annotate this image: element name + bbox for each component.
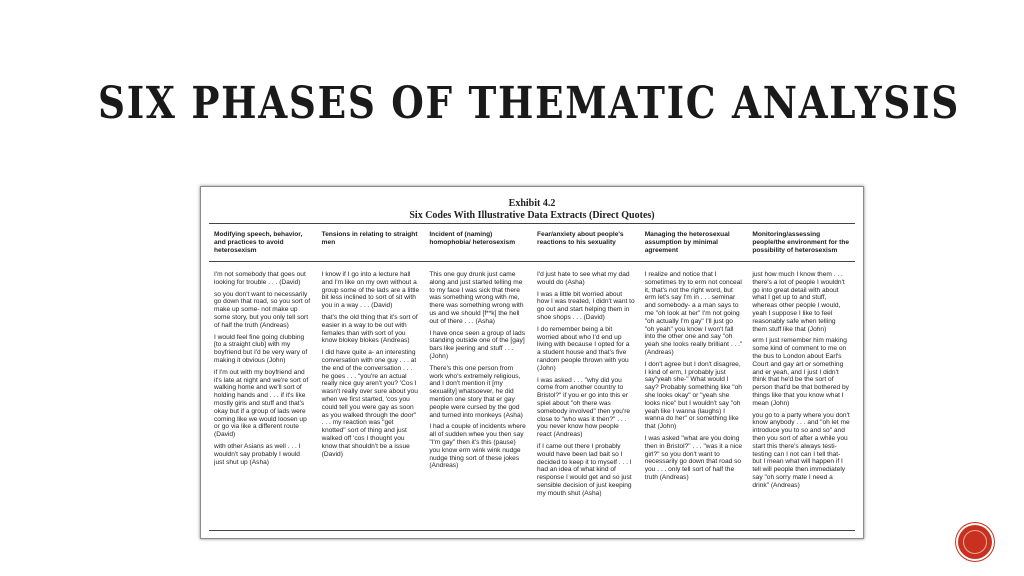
- exhibit-header: [201, 187, 863, 222]
- quote-extract: that's the old thing that it's sort of easier in a way to be out with females than with sort of you know blokey blokes (Andreas): [321, 313, 418, 345]
- decorative-circle-icon: [958, 525, 992, 559]
- slide-title: SIX PHASES OF THEMATIC ANALYSIS: [98, 78, 960, 129]
- code-column: [532, 231, 640, 502]
- code-column: [747, 231, 855, 502]
- code-extracts: [537, 271, 635, 498]
- quote-extract: just how much I know them . . . there's a lot of people I wouldn't go into great detail with about what I get up to and stuff, whereas other people I would, yeah I suppose I like to feel reasonably safe when telling them stuff like that (John): [752, 271, 845, 333]
- quote-extract: I realize and notice that I sometimes try to erm not conceal it, that's not the right word, but erm let's say I'm in . . . seminar and somebody- a a man says to me "oh look at her" I'm not going "oh actually I'm gay" I'll just go "oh yeah" you know I won't fall into the other one and say "oh yeah she looks really brilliant . . ." (Andreas): [644, 271, 743, 356]
- quote-extract: I was a little bit worried about how I was treated, I didn't want to go out and start helping them in shoe shops . . . (David): [537, 290, 635, 321]
- code-heading: Modifying speech, behavior, and practices to avoid heterosexism: [214, 231, 303, 254]
- code-extracts: [322, 271, 420, 458]
- code-extracts: [429, 271, 527, 470]
- quote-extract: I had a couple of incidents where all of sudden whee you then say "I'm gay" then it's this (pause) you know erm wink wink nudge nudge thing sort of these jokes (Andreas): [429, 423, 526, 470]
- code-extracts: [752, 271, 850, 490]
- quote-extract: if I came out there I probably would have been lad bait so I decided to keep it to myself . . . I had an idea of what kind of response I would get and so just sensible decision of just keeping my mouth shut (Asha): [537, 442, 632, 497]
- quote-extract: I do remember being a bit worried about who I'd end up living with because I opted for a a student house and that's five random people thrown with you (John): [537, 325, 630, 372]
- code-extracts: [214, 271, 312, 466]
- quote-extract: you go to a party where you don't know anybody . . . and "oh let me introduce you to so and so" and then you sort of after a while you start this there's always testi- testing can I not can I tell that- but I mean what will happen if I tell will people then immediately say "oh sorry mate I need a drink" (Andreas): [752, 411, 850, 489]
- code-column: [317, 231, 425, 502]
- quote-extract: I did have quite a- an interesting conversation with one guy . . . at the end of the conversation . . . he goes . . . "you're an actual really nice guy aren't you? 'Cos I wasn't really over sure about you when we first started, 'cos you could tell you were gay as soon as you walked through the door" . . . my reaction was "get knotted" sort of thing and just walked off 'cos I thought you know that shouldn't be a issue (David): [321, 349, 418, 458]
- quote-extract: This one guy drunk just came along and just started telling me to my face I was sick that there was something wrong with me, there was something wrong with us and we should [f**k] the hell out of there . . . (Asha): [429, 271, 524, 325]
- top-rule: [209, 223, 855, 224]
- quote-extract: I have once seen a group of lads standing outside one of the [gay] bars like jeering and stuff . . . (John): [429, 329, 526, 360]
- quote-extract: I'm not somebody that goes out looking for trouble . . . (David): [214, 271, 306, 286]
- code-heading: Tensions in relating to straight men: [321, 231, 418, 246]
- quote-extract: I know if I go into a lecture hall and I'm like on my own without a group some of the lads are a little bit less inclined to sort of sit with you in a way . . . (David): [321, 271, 420, 310]
- exhibit-title: Six Codes With Illustrative Data Extracts (Direct Quotes): [409, 210, 655, 221]
- code-column: [209, 231, 317, 502]
- quote-extract: I'd just hate to see what my dad would do (Asha): [537, 271, 630, 286]
- code-heading: Fear/anxiety about people's reactions to his sexuality: [537, 231, 624, 246]
- bottom-rule: [209, 530, 855, 531]
- quote-extract: so you don't want to necessarily go down that road, so you sort of make up some- not make up some story, but you only tell sort of half the truth (Andreas): [214, 290, 311, 329]
- codes-table: [209, 231, 855, 502]
- quote-extract: I would feel fine going clubbing [to a straight club] with my boyfriend but I'd be very wary of making it obvious (John): [214, 333, 308, 364]
- code-column: [424, 231, 532, 502]
- code-heading: Incident of (naming) homophobia/ heterosexism: [429, 231, 516, 246]
- code-heading: Monitoring/assessing people/the environment for the possibility of heterosexism: [752, 231, 850, 254]
- quote-extract: I don't agree but I don't disagree, I kind of erm, I probably just say"yeah she-" What would I say? Probably something like "oh she looks okay" or "yeah she looks nice" but I wouldn't say "oh yeah like I wanna (laughs) I wanna do her" or something like that (John): [644, 360, 742, 431]
- quote-extract: with other Asians as well . . . I wouldn't say probably I would just shut up (Asha): [214, 442, 301, 466]
- code-column: [640, 231, 748, 502]
- code-extracts: [645, 271, 743, 482]
- quote-extract: if I'm out with my boyfriend and it's late at night and we're sort of walking home and we'll sort of holding hands and . . . if it's like mostly girls and stuff and that's okay but if a group of lads were coming like we would loosen up or go via like a different route (David): [214, 368, 309, 439]
- code-heading: Managing the heterosexual assumption by minimal agreement: [644, 231, 730, 254]
- exhibit-number: Exhibit 4.2: [508, 198, 556, 209]
- quote-extract: I was asked "what are you doing then in Bristol?" . . . "was it a nice girl?" so you don't want to necessarily go down that road so you . . . only tell sort of half the truth (Andreas): [644, 434, 743, 481]
- quote-extract: erm I just remember him making some kind of comment to me on the bus to London about Earl's Court and gay art or something and er yeah, and I just I didn't think that he'd be the sort of person that'd be that bothered by things like that you know what I mean (John): [752, 337, 849, 407]
- exhibit-figure: [200, 186, 864, 539]
- quote-extract: I was asked . . . "why did you come from another country to Bristol?" if you er go into this er spiel about "oh there was somebody involved" then you're close to "who was it then?" . . . you never know how people react (Andreas): [537, 376, 631, 439]
- quote-extract: There's this one person from work who's extremely religious, and I don't mention it [my sexuality] whatsoever, he did mention one story that er gay people were cursed by the god and turned into monkeys (Asha): [429, 364, 523, 419]
